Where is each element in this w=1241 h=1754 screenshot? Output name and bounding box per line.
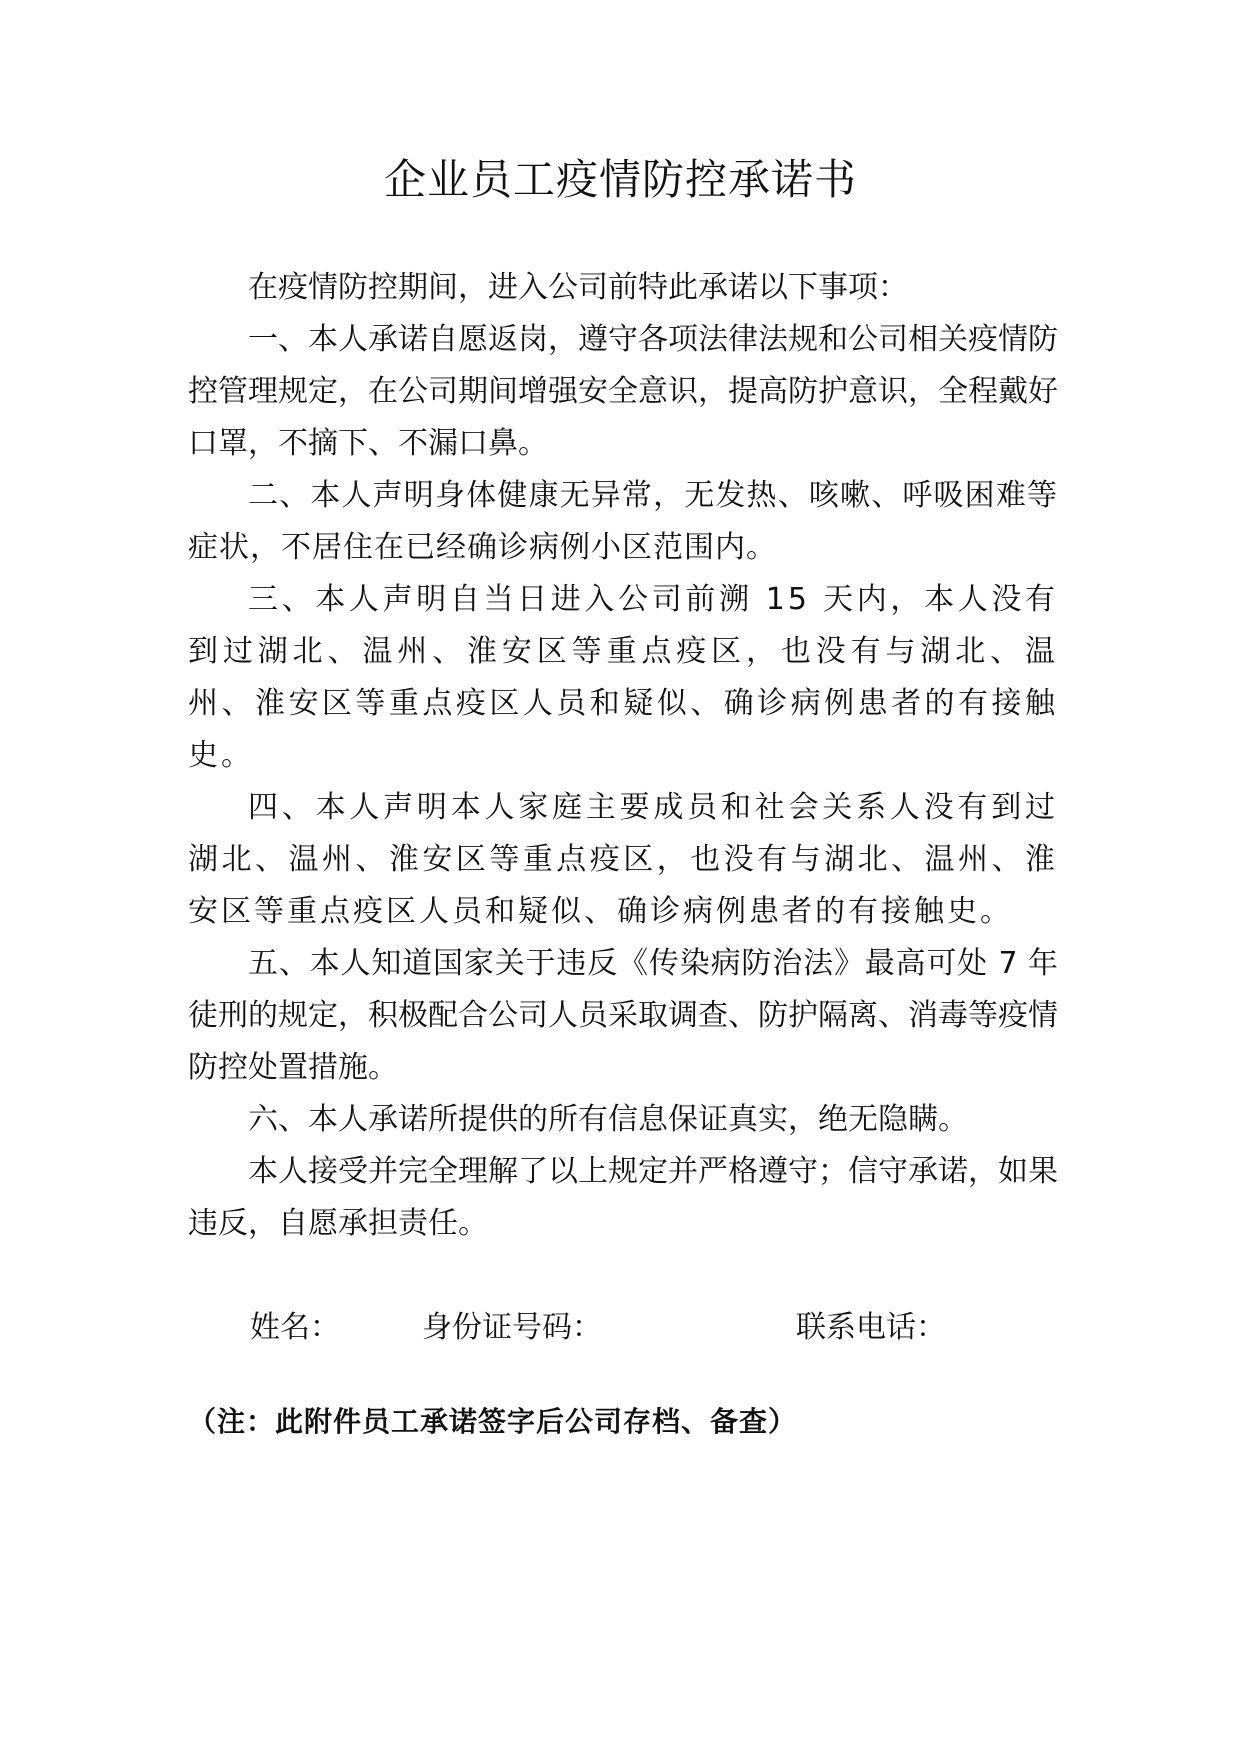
paragraph-item-6: 六、本人承诺所提供的所有信息保证真实，绝无隐瞒。	[248, 1102, 968, 1137]
paragraph-item-1: 一、本人承诺自愿返岗，遵守各项法律法规和公司相关疫情防控管理规定，在公司期间增强安全意识，提高防护意识，全程戴好口罩，不摘下、不漏口鼻。	[188, 322, 1058, 461]
paragraph-closing: 本人接受并完全理解了以上规定并严格遵守；信守承诺，如果违反，自愿承担责任。	[188, 1154, 1058, 1241]
id-number-label: 身份证号码：	[422, 1310, 602, 1345]
document-title: 企业员工疫情防控承诺书	[383, 155, 857, 204]
signature-row	[250, 1302, 1050, 1354]
document-body	[188, 262, 1058, 1250]
paragraph-item-4: 四、本人声明本人家庭主要成员和社会关系人没有到过湖北、温州、淮安区等重点疫区，也没有与湖北、温州、淮安区等重点疫区人员和疑似、确诊病例患者的有接触史。	[188, 790, 1058, 929]
footnote: （注：此附件员工承诺签字后公司存档、备查）	[188, 1405, 798, 1438]
name-label: 姓名：	[250, 1310, 340, 1345]
paragraph-item-3: 三、本人声明自当日进入公司前溯 15 天内，本人没有到过湖北、温州、淮安区等重点疫区，也没有与湖北、温州、淮安区等重点疫区人员和疑似、确诊病例患者的有接触史。	[188, 582, 1058, 773]
paragraph-intro: 在疫情防控期间，进入公司前特此承诺以下事项：	[248, 270, 908, 305]
paragraph-item-5: 五、本人知道国家关于违反《传染病防治法》最高可处 7 年徒刑的规定，积极配合公司人员采取调查、防护隔离、消毒等疫情防控处置措施。	[188, 946, 1058, 1085]
paragraph-item-2: 二、本人声明身体健康无异常，无发热、咳嗽、呼吸困难等症状，不居住在已经确诊病例小区范围内。	[188, 478, 1058, 565]
phone-label: 联系电话：	[796, 1310, 946, 1345]
